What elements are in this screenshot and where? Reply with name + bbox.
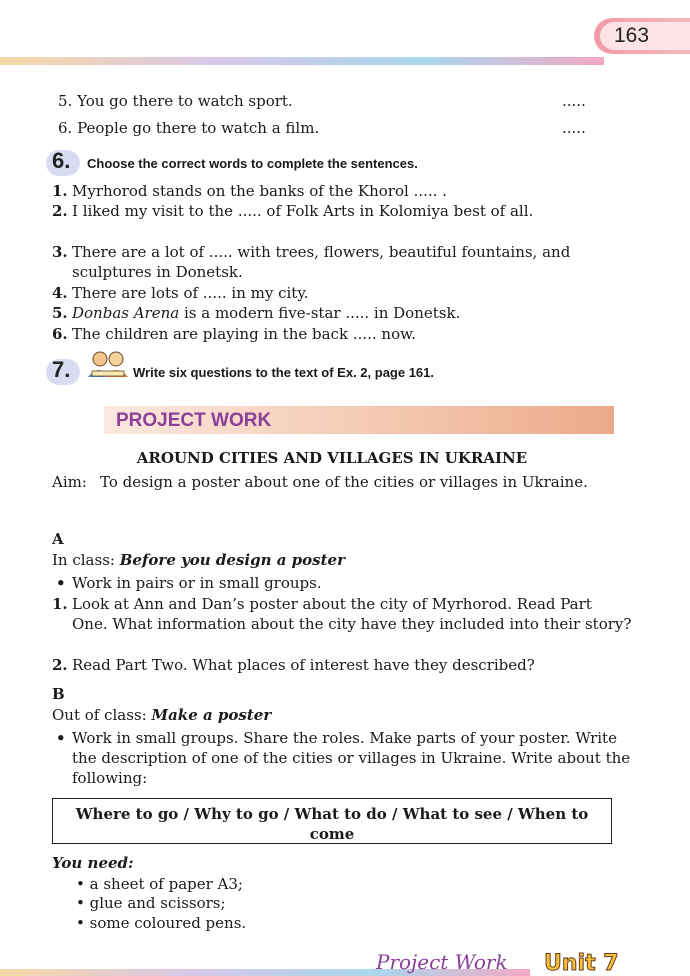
item-text: Myrhorod stands on the banks of the Khorol ..... .: [72, 182, 447, 200]
page-number: 163: [614, 24, 650, 47]
item-text: is a modern five-star ..... in Donetsk.: [179, 304, 461, 322]
aim-label: Aim:: [52, 473, 87, 491]
item-text: The children are playing in the back ..... now.: [72, 325, 416, 343]
item-text: You go there to watch sport.: [77, 92, 293, 110]
list-item: [52, 91, 612, 111]
list-item: [52, 118, 612, 138]
item-text: some coloured pens.: [89, 914, 247, 932]
item-text: There are a lot of ..... with trees, flowers, beautiful fountains, and sculptures in Donetsk.: [72, 243, 571, 281]
item-number: 2.: [52, 202, 68, 220]
bullet-icon: •: [56, 729, 66, 747]
exercise-instruction: Write six questions to the text of Ex. 2, page 161.: [133, 365, 435, 380]
bullet-icon: •: [76, 914, 90, 932]
bullet-icon: •: [76, 894, 90, 912]
exercise-number: 7.: [52, 357, 71, 382]
list-item: [52, 181, 612, 201]
list-item: [76, 874, 476, 894]
bullet-icon: •: [76, 875, 90, 893]
item-text: People go there to watch a film.: [77, 119, 320, 137]
item-text: a sheet of paper A3;: [89, 875, 243, 893]
list-item: [52, 594, 632, 634]
you-need-label: You need:: [52, 854, 134, 872]
list-item: [52, 303, 612, 323]
item-text: There are lots of ..... in my city.: [72, 284, 309, 302]
list-item: [52, 283, 612, 303]
answer-blank: .....: [562, 119, 586, 137]
top-color-bar: [0, 57, 604, 65]
list-item: [76, 893, 476, 913]
item-number: 6.: [52, 325, 68, 343]
item-number: 1.: [52, 595, 68, 613]
item-number: 1.: [52, 182, 68, 200]
project-title: AROUND CITIES AND VILLAGES IN UKRAINE: [136, 449, 528, 467]
item-number: 4.: [52, 284, 68, 302]
italic-term: Donbas Arena: [72, 304, 180, 322]
section-context: In class:: [52, 551, 115, 569]
item-text: Read Part Two. What places of interest have they described?: [72, 656, 535, 674]
item-number: 6.: [58, 119, 73, 137]
unit-logo-icon: [536, 944, 636, 976]
item-number: 5.: [52, 304, 68, 322]
item-number: 2.: [52, 656, 68, 674]
answer-blank: .....: [562, 92, 586, 110]
exercise-number: 6.: [52, 148, 71, 173]
section-letter: B: [52, 685, 65, 703]
aim: [52, 472, 612, 492]
footer-label: Project Work: [376, 950, 508, 974]
bullet-item: [52, 728, 632, 788]
section-subtitle-text: Before you design a poster: [119, 551, 345, 569]
exercise-instruction: Choose the correct words to complete the sentences.: [87, 156, 418, 171]
item-number: 5.: [58, 92, 73, 110]
aim-text: To design a poster about one of the cities or villages in Ukraine.: [100, 473, 588, 491]
list-item: [52, 242, 632, 282]
item-text: I liked my visit to the ..... of Folk Arts in Kolomiya best of all.: [72, 202, 534, 220]
bullet-item: [52, 573, 612, 593]
topics-box-text: Where to go / Why to go / What to do / What to see / When to come: [75, 805, 589, 843]
unit-logo-text: Unit 7: [544, 951, 619, 976]
section-letter: A: [52, 530, 64, 548]
section-subtitle: [52, 705, 271, 725]
section-context: Out of class:: [52, 706, 147, 724]
list-item: [52, 324, 612, 344]
section-heading: PROJECT WORK: [116, 410, 272, 431]
item-number: 3.: [52, 243, 68, 261]
bullet-text: Work in pairs or in small groups.: [72, 574, 322, 592]
list-item: [52, 655, 612, 675]
bullet-text: Work in small groups. Share the roles. Make parts of your poster. Write the description of one of the cities or villages in Ukraine. Write about the following:: [72, 729, 631, 787]
item-text: glue and scissors;: [89, 894, 226, 912]
item-text: Look at Ann and Dan’s poster about the city of Myrhorod. Read Part One. What information about the city have they included into their story?: [72, 595, 632, 633]
list-item: [52, 201, 632, 221]
bullet-icon: •: [56, 574, 66, 592]
section-subtitle-text: Make a poster: [151, 706, 272, 724]
list-item: [76, 913, 476, 933]
section-subtitle: [52, 550, 345, 570]
pair-work-icon: [86, 349, 130, 379]
